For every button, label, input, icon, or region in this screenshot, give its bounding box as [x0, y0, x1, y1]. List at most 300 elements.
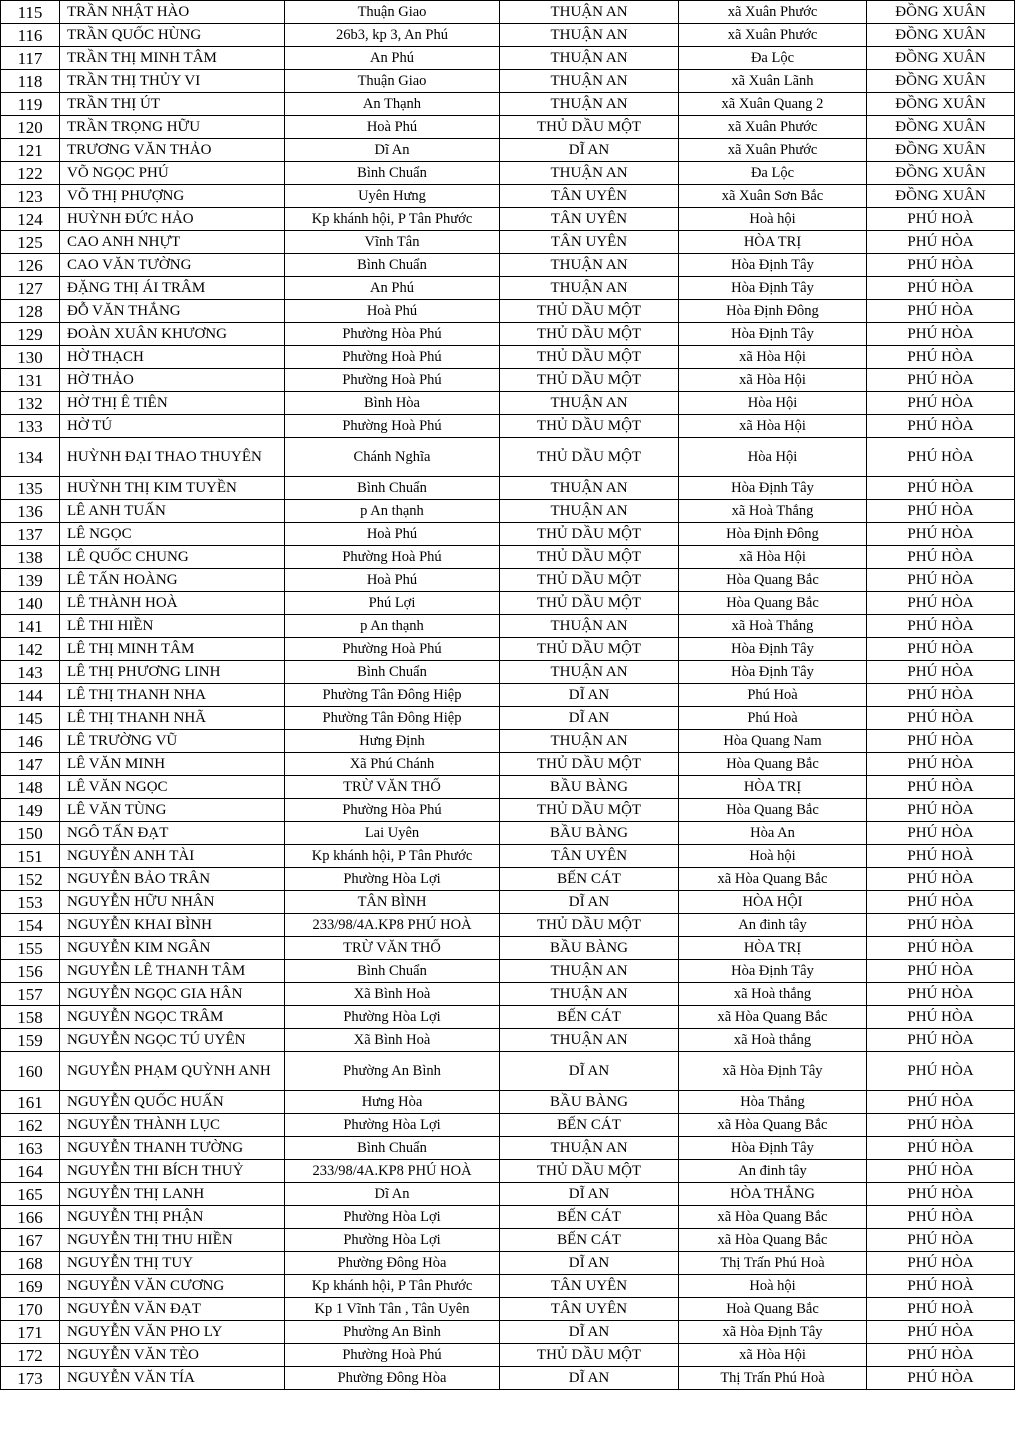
home-commune-cell: Hòa Định Tây: [679, 661, 867, 684]
row-number-cell: 162: [1, 1114, 60, 1137]
current-address-cell: Hoà Phú: [285, 569, 500, 592]
current-district-cell: THUẬN AN: [500, 93, 679, 116]
table-row: [1, 592, 1015, 615]
home-district-cell: PHÚ HÒA: [867, 277, 1015, 300]
table-row: [1, 615, 1015, 638]
home-commune-cell: HÒA TRỊ: [679, 776, 867, 799]
table-row: [1, 1183, 1015, 1206]
row-number-cell: 164: [1, 1160, 60, 1183]
table-row: [1, 116, 1015, 139]
table-row: [1, 185, 1015, 208]
table-row: [1, 1252, 1015, 1275]
home-commune-cell: xã Hòa Định Tây: [679, 1052, 867, 1091]
full-name-cell: NGUYỄN VĂN CƯƠNG: [60, 1275, 285, 1298]
current-address-cell: Hưng Định: [285, 730, 500, 753]
home-commune-cell: xã Xuân Lãnh: [679, 70, 867, 93]
row-number-cell: 151: [1, 845, 60, 868]
home-commune-cell: HÒA THẮNG: [679, 1183, 867, 1206]
current-district-cell: THUẬN AN: [500, 47, 679, 70]
home-district-cell: PHÚ HÒA: [867, 323, 1015, 346]
home-commune-cell: Hòa Định Đông: [679, 523, 867, 546]
table-row: [1, 799, 1015, 822]
row-number-cell: 170: [1, 1298, 60, 1321]
full-name-cell: ĐẶNG THỊ ÁI TRÂM: [60, 277, 285, 300]
home-commune-cell: xã Xuân Phước: [679, 116, 867, 139]
full-name-cell: HỜ THẢO: [60, 369, 285, 392]
home-district-cell: PHÚ HÒA: [867, 1321, 1015, 1344]
table-row: [1, 1137, 1015, 1160]
current-address-cell: Bình Chuẩn: [285, 1137, 500, 1160]
row-number-cell: 135: [1, 477, 60, 500]
home-district-cell: PHÚ HÒA: [867, 1229, 1015, 1252]
current-district-cell: DĨ AN: [500, 1183, 679, 1206]
table-row: [1, 937, 1015, 960]
table-row: [1, 753, 1015, 776]
full-name-cell: NGUYỄN BẢO TRÂN: [60, 868, 285, 891]
home-commune-cell: xã Xuân Phước: [679, 139, 867, 162]
home-district-cell: PHÚ HOÀ: [867, 1298, 1015, 1321]
current-district-cell: THUẬN AN: [500, 477, 679, 500]
table-row: [1, 776, 1015, 799]
row-number-cell: 147: [1, 753, 60, 776]
home-district-cell: PHÚ HÒA: [867, 1137, 1015, 1160]
current-district-cell: THỦ DẦU MỘT: [500, 1160, 679, 1183]
home-district-cell: PHÚ HÒA: [867, 569, 1015, 592]
current-address-cell: Hưng Hòa: [285, 1091, 500, 1114]
home-commune-cell: xã Hòa Hội: [679, 346, 867, 369]
home-district-cell: ĐỒNG XUÂN: [867, 139, 1015, 162]
home-commune-cell: Hoà Quang Bắc: [679, 1298, 867, 1321]
table-row: [1, 914, 1015, 937]
full-name-cell: HỜ THẠCH: [60, 346, 285, 369]
table-row: [1, 707, 1015, 730]
home-district-cell: PHÚ HÒA: [867, 730, 1015, 753]
table-row: [1, 1052, 1015, 1091]
table-row: [1, 277, 1015, 300]
current-district-cell: DĨ AN: [500, 684, 679, 707]
row-number-cell: 143: [1, 661, 60, 684]
row-number-cell: 124: [1, 208, 60, 231]
current-district-cell: THỦ DẦU MỘT: [500, 753, 679, 776]
current-district-cell: BẦU BÀNG: [500, 1091, 679, 1114]
full-name-cell: LÊ THỊ MINH TÂM: [60, 638, 285, 661]
table-row: [1, 730, 1015, 753]
full-name-cell: HUỲNH ĐẠI THAO THUYÊN: [60, 438, 285, 477]
current-district-cell: DĨ AN: [500, 1052, 679, 1091]
full-name-cell: LÊ NGỌC: [60, 523, 285, 546]
home-district-cell: PHÚ HÒA: [867, 638, 1015, 661]
current-address-cell: Phường Hòa Lợi: [285, 1114, 500, 1137]
full-name-cell: NGUYỄN THỊ LANH: [60, 1183, 285, 1206]
row-number-cell: 146: [1, 730, 60, 753]
home-district-cell: PHÚ HÒA: [867, 1114, 1015, 1137]
current-address-cell: Phường Hòa Lợi: [285, 1206, 500, 1229]
current-district-cell: THỦ DẦU MỘT: [500, 369, 679, 392]
table-row: [1, 546, 1015, 569]
current-address-cell: Phường Hoà Phú: [285, 346, 500, 369]
home-commune-cell: Hòa Quang Nam: [679, 730, 867, 753]
home-district-cell: PHÚ HÒA: [867, 615, 1015, 638]
table-row: [1, 162, 1015, 185]
table-row: [1, 1298, 1015, 1321]
full-name-cell: CAO VĂN TƯỜNG: [60, 254, 285, 277]
home-commune-cell: Hòa Quang Bắc: [679, 569, 867, 592]
table-row: [1, 661, 1015, 684]
full-name-cell: HỜ TÚ: [60, 415, 285, 438]
full-name-cell: TRẦN THỊ THỦY VI: [60, 70, 285, 93]
home-district-cell: PHÚ HÒA: [867, 477, 1015, 500]
current-address-cell: Phường Hòa Lợi: [285, 1229, 500, 1252]
current-district-cell: THUẬN AN: [500, 70, 679, 93]
full-name-cell: NGUYỄN ANH TÀI: [60, 845, 285, 868]
full-name-cell: NGUYỄN THANH TƯỜNG: [60, 1137, 285, 1160]
current-district-cell: BẾN CÁT: [500, 1114, 679, 1137]
home-commune-cell: Hòa Định Tây: [679, 477, 867, 500]
full-name-cell: HUỲNH ĐỨC HẢO: [60, 208, 285, 231]
current-district-cell: THỦ DẦU MỘT: [500, 569, 679, 592]
current-district-cell: THUẬN AN: [500, 24, 679, 47]
full-name-cell: NGUYỄN KIM NGÂN: [60, 937, 285, 960]
home-commune-cell: Hòa Định Tây: [679, 638, 867, 661]
full-name-cell: NGUYỄN VĂN ĐẠT: [60, 1298, 285, 1321]
current-district-cell: THUẬN AN: [500, 730, 679, 753]
row-number-cell: 163: [1, 1137, 60, 1160]
current-district-cell: DĨ AN: [500, 1252, 679, 1275]
current-address-cell: 233/98/4A.KP8 PHÚ HOÀ: [285, 1160, 500, 1183]
home-district-cell: PHÚ HÒA: [867, 1344, 1015, 1367]
current-district-cell: THỦ DẦU MỘT: [500, 323, 679, 346]
table-row: [1, 231, 1015, 254]
full-name-cell: LÊ VĂN NGỌC: [60, 776, 285, 799]
current-address-cell: 26b3, kp 3, An Phú: [285, 24, 500, 47]
current-district-cell: BẾN CÁT: [500, 1206, 679, 1229]
full-name-cell: NGUYỄN THỊ THU HIỀN: [60, 1229, 285, 1252]
current-district-cell: THỦ DẦU MỘT: [500, 638, 679, 661]
current-district-cell: THỦ DẦU MỘT: [500, 300, 679, 323]
table-row: [1, 369, 1015, 392]
home-commune-cell: Thị Trấn Phú Hoà: [679, 1367, 867, 1390]
current-district-cell: THỦ DẦU MỘT: [500, 592, 679, 615]
table-row: [1, 1029, 1015, 1052]
current-address-cell: Xã Phú Chánh: [285, 753, 500, 776]
home-commune-cell: xã Hoà thắng: [679, 983, 867, 1006]
full-name-cell: NGUYỄN NGỌC TÚ UYÊN: [60, 1029, 285, 1052]
table-row: [1, 139, 1015, 162]
home-district-cell: PHÚ HÒA: [867, 776, 1015, 799]
home-district-cell: PHÚ HOÀ: [867, 208, 1015, 231]
row-number-cell: 140: [1, 592, 60, 615]
current-address-cell: Xã Bình Hoà: [285, 983, 500, 1006]
home-commune-cell: Hòa Định Tây: [679, 277, 867, 300]
home-commune-cell: xã Hòa Hội: [679, 415, 867, 438]
current-district-cell: THỦ DẦU MỘT: [500, 346, 679, 369]
home-district-cell: PHÚ HÒA: [867, 300, 1015, 323]
home-commune-cell: xã Hòa Quang Bắc: [679, 868, 867, 891]
current-address-cell: Thuận Giao: [285, 70, 500, 93]
row-number-cell: 132: [1, 392, 60, 415]
full-name-cell: NGUYỄN LÊ THANH TÂM: [60, 960, 285, 983]
row-number-cell: 138: [1, 546, 60, 569]
full-name-cell: ĐỖ VĂN THẮNG: [60, 300, 285, 323]
full-name-cell: NGUYỄN THỊ TUY: [60, 1252, 285, 1275]
row-number-cell: 141: [1, 615, 60, 638]
current-district-cell: THỦ DẦU MỘT: [500, 1344, 679, 1367]
row-number-cell: 131: [1, 369, 60, 392]
row-number-cell: 115: [1, 1, 60, 24]
home-commune-cell: Hòa Định Tây: [679, 1137, 867, 1160]
full-name-cell: HỜ THỊ Ê TIÊN: [60, 392, 285, 415]
current-address-cell: An Thạnh: [285, 93, 500, 116]
home-district-cell: PHÚ HÒA: [867, 684, 1015, 707]
row-number-cell: 172: [1, 1344, 60, 1367]
current-district-cell: DĨ AN: [500, 891, 679, 914]
row-number-cell: 167: [1, 1229, 60, 1252]
current-district-cell: THUẬN AN: [500, 661, 679, 684]
row-number-cell: 117: [1, 47, 60, 70]
current-address-cell: Bình Chuẩn: [285, 477, 500, 500]
current-district-cell: THỦ DẦU MỘT: [500, 546, 679, 569]
current-district-cell: TÂN UYÊN: [500, 845, 679, 868]
current-address-cell: Kp khánh hội, P Tân Phước: [285, 208, 500, 231]
row-number-cell: 169: [1, 1275, 60, 1298]
full-name-cell: NGUYỄN NGỌC GIA HÂN: [60, 983, 285, 1006]
home-commune-cell: Hòa Quang Bắc: [679, 799, 867, 822]
current-address-cell: TRỪ VĂN THỐ: [285, 776, 500, 799]
current-address-cell: Phường Hoà Phú: [285, 638, 500, 661]
home-commune-cell: Thị Trấn Phú Hoà: [679, 1252, 867, 1275]
home-district-cell: PHÚ HÒA: [867, 661, 1015, 684]
home-district-cell: PHÚ HÒA: [867, 707, 1015, 730]
home-district-cell: PHÚ HÒA: [867, 438, 1015, 477]
home-district-cell: PHÚ HÒA: [867, 799, 1015, 822]
home-district-cell: PHÚ HÒA: [867, 983, 1015, 1006]
row-number-cell: 156: [1, 960, 60, 983]
row-number-cell: 158: [1, 1006, 60, 1029]
current-address-cell: Phường Hòa Phú: [285, 323, 500, 346]
full-name-cell: TRẦN THỊ ÚT: [60, 93, 285, 116]
current-district-cell: BẾN CÁT: [500, 1006, 679, 1029]
current-district-cell: THỦ DẦU MỘT: [500, 523, 679, 546]
current-address-cell: Uyên Hưng: [285, 185, 500, 208]
current-address-cell: p An thạnh: [285, 615, 500, 638]
current-district-cell: THUẬN AN: [500, 392, 679, 415]
home-commune-cell: An đinh tây: [679, 914, 867, 937]
full-name-cell: TRẦN TRỌNG HỮU: [60, 116, 285, 139]
home-district-cell: PHÚ HÒA: [867, 822, 1015, 845]
current-address-cell: TRỪ VĂN THỐ: [285, 937, 500, 960]
full-name-cell: LÊ QUỐC CHUNG: [60, 546, 285, 569]
table-row: [1, 392, 1015, 415]
table-row: [1, 1160, 1015, 1183]
current-address-cell: Hoà Phú: [285, 300, 500, 323]
home-commune-cell: xã Hòa Quang Bắc: [679, 1006, 867, 1029]
home-commune-cell: Hòa Định Tây: [679, 254, 867, 277]
home-commune-cell: Hòa Định Tây: [679, 960, 867, 983]
table-row: [1, 438, 1015, 477]
current-address-cell: Phường Hòa Phú: [285, 799, 500, 822]
home-district-cell: PHÚ HÒA: [867, 868, 1015, 891]
full-name-cell: LÊ VĂN MINH: [60, 753, 285, 776]
full-name-cell: CAO ANH NHỰT: [60, 231, 285, 254]
row-number-cell: 137: [1, 523, 60, 546]
current-district-cell: THUẬN AN: [500, 162, 679, 185]
current-district-cell: DĨ AN: [500, 1367, 679, 1390]
row-number-cell: 139: [1, 569, 60, 592]
full-name-cell: LÊ THỊ PHƯƠNG LINH: [60, 661, 285, 684]
row-number-cell: 134: [1, 438, 60, 477]
table-row: [1, 1344, 1015, 1367]
row-number-cell: 149: [1, 799, 60, 822]
current-address-cell: Hoà Phú: [285, 523, 500, 546]
current-district-cell: THUẬN AN: [500, 500, 679, 523]
table-row: [1, 523, 1015, 546]
current-district-cell: DĨ AN: [500, 139, 679, 162]
current-district-cell: THUẬN AN: [500, 1029, 679, 1052]
full-name-cell: NGUYỄN THÀNH LỤC: [60, 1114, 285, 1137]
home-district-cell: PHÚ HÒA: [867, 960, 1015, 983]
table-row: [1, 1114, 1015, 1137]
home-district-cell: PHÚ HÒA: [867, 1206, 1015, 1229]
home-district-cell: PHÚ HÒA: [867, 1160, 1015, 1183]
home-district-cell: PHÚ HÒA: [867, 1091, 1015, 1114]
home-commune-cell: xã Xuân Phước: [679, 24, 867, 47]
full-name-cell: NGUYỄN NGỌC TRÂM: [60, 1006, 285, 1029]
current-address-cell: An Phú: [285, 47, 500, 70]
table-row: [1, 868, 1015, 891]
full-name-cell: NGUYỄN VĂN TÈO: [60, 1344, 285, 1367]
current-district-cell: THỦ DẦU MỘT: [500, 914, 679, 937]
table-row: [1, 93, 1015, 116]
table-row: [1, 638, 1015, 661]
current-address-cell: Phường Hoà Phú: [285, 546, 500, 569]
current-address-cell: Phường Tân Đông Hiệp: [285, 684, 500, 707]
home-district-cell: PHÚ HÒA: [867, 369, 1015, 392]
table-row: [1, 500, 1015, 523]
current-address-cell: Lai Uyên: [285, 822, 500, 845]
home-district-cell: ĐỒNG XUÂN: [867, 1, 1015, 24]
full-name-cell: TRƯƠNG VĂN THẢO: [60, 139, 285, 162]
home-commune-cell: xã Hòa Hội: [679, 546, 867, 569]
full-name-cell: LÊ THI HIỀN: [60, 615, 285, 638]
full-name-cell: LÊ VĂN TÙNG: [60, 799, 285, 822]
home-commune-cell: xã Hoà Thắng: [679, 615, 867, 638]
home-commune-cell: Phú Hoà: [679, 684, 867, 707]
home-district-cell: PHÚ HÒA: [867, 1252, 1015, 1275]
full-name-cell: LÊ THÀNH HOÀ: [60, 592, 285, 615]
home-commune-cell: xã Hòa Quang Bắc: [679, 1114, 867, 1137]
home-commune-cell: Đa Lộc: [679, 162, 867, 185]
table-row: [1, 1275, 1015, 1298]
current-district-cell: TÂN UYÊN: [500, 231, 679, 254]
home-district-cell: PHÚ HÒA: [867, 1029, 1015, 1052]
home-district-cell: PHÚ HÒA: [867, 937, 1015, 960]
home-district-cell: PHÚ HOÀ: [867, 845, 1015, 868]
current-address-cell: Dĩ An: [285, 139, 500, 162]
current-district-cell: TÂN UYÊN: [500, 185, 679, 208]
home-commune-cell: HÒA TRỊ: [679, 231, 867, 254]
current-district-cell: THUẬN AN: [500, 1, 679, 24]
current-address-cell: Hoà Phú: [285, 116, 500, 139]
current-district-cell: BẦU BÀNG: [500, 776, 679, 799]
full-name-cell: LÊ THỊ THANH NHÃ: [60, 707, 285, 730]
row-number-cell: 120: [1, 116, 60, 139]
current-address-cell: Kp khánh hội, P Tân Phước: [285, 845, 500, 868]
current-address-cell: Bình Chuẩn: [285, 162, 500, 185]
current-address-cell: Phường Hòa Lợi: [285, 868, 500, 891]
home-commune-cell: xã Hòa Hội: [679, 369, 867, 392]
full-name-cell: NGUYỄN THI BÍCH THUỶ: [60, 1160, 285, 1183]
table-row: [1, 1229, 1015, 1252]
full-name-cell: TRẦN QUỐC HÙNG: [60, 24, 285, 47]
current-district-cell: THỦ DẦU MỘT: [500, 116, 679, 139]
current-district-cell: THUẬN AN: [500, 277, 679, 300]
table-row: [1, 983, 1015, 1006]
home-commune-cell: An đinh tây: [679, 1160, 867, 1183]
current-address-cell: Bình Hòa: [285, 392, 500, 415]
home-commune-cell: Hòa Thắng: [679, 1091, 867, 1114]
current-address-cell: Phường An Bình: [285, 1052, 500, 1091]
full-name-cell: LÊ THỊ THANH NHA: [60, 684, 285, 707]
table-row: [1, 822, 1015, 845]
current-address-cell: Vĩnh Tân: [285, 231, 500, 254]
full-name-cell: LÊ ANH TUẤN: [60, 500, 285, 523]
row-number-cell: 157: [1, 983, 60, 1006]
current-district-cell: THUẬN AN: [500, 960, 679, 983]
current-district-cell: DĨ AN: [500, 707, 679, 730]
current-address-cell: Phường Hoà Phú: [285, 1344, 500, 1367]
row-number-cell: 160: [1, 1052, 60, 1091]
current-address-cell: Bình Chuẩn: [285, 661, 500, 684]
table-row: [1, 24, 1015, 47]
home-commune-cell: Hòa An: [679, 822, 867, 845]
home-commune-cell: xã Hoà Thắng: [679, 500, 867, 523]
current-district-cell: THỦ DẦU MỘT: [500, 799, 679, 822]
home-commune-cell: xã Hòa Quang Bắc: [679, 1206, 867, 1229]
current-district-cell: DĨ AN: [500, 1321, 679, 1344]
table-row: [1, 323, 1015, 346]
home-commune-cell: Hòa Quang Bắc: [679, 753, 867, 776]
current-district-cell: BẦU BÀNG: [500, 937, 679, 960]
table-row: [1, 1006, 1015, 1029]
home-district-cell: PHÚ HÒA: [867, 1006, 1015, 1029]
home-commune-cell: Hoà hội: [679, 845, 867, 868]
current-address-cell: Bình Chuẩn: [285, 960, 500, 983]
current-district-cell: THỦ DẦU MỘT: [500, 438, 679, 477]
home-district-cell: ĐỒNG XUÂN: [867, 162, 1015, 185]
row-number-cell: 165: [1, 1183, 60, 1206]
row-number-cell: 144: [1, 684, 60, 707]
home-district-cell: ĐỒNG XUÂN: [867, 116, 1015, 139]
table-row: [1, 47, 1015, 70]
full-name-cell: ĐOÀN XUÂN KHƯƠNG: [60, 323, 285, 346]
full-name-cell: HUỲNH THỊ KIM TUYỀN: [60, 477, 285, 500]
row-number-cell: 119: [1, 93, 60, 116]
home-district-cell: PHÚ HÒA: [867, 914, 1015, 937]
table-row: [1, 300, 1015, 323]
home-district-cell: ĐỒNG XUÂN: [867, 47, 1015, 70]
table-row: [1, 70, 1015, 93]
table-row: [1, 1206, 1015, 1229]
current-address-cell: Phường Tân Đông Hiệp: [285, 707, 500, 730]
home-district-cell: PHÚ HÒA: [867, 254, 1015, 277]
row-number-cell: 130: [1, 346, 60, 369]
full-name-cell: NGUYỄN THỊ PHẬN: [60, 1206, 285, 1229]
home-district-cell: PHÚ HÒA: [867, 231, 1015, 254]
home-commune-cell: xã Xuân Phước: [679, 1, 867, 24]
current-address-cell: Phường Đông Hòa: [285, 1367, 500, 1390]
home-district-cell: PHÚ HÒA: [867, 500, 1015, 523]
home-commune-cell: Hòa Hội: [679, 438, 867, 477]
